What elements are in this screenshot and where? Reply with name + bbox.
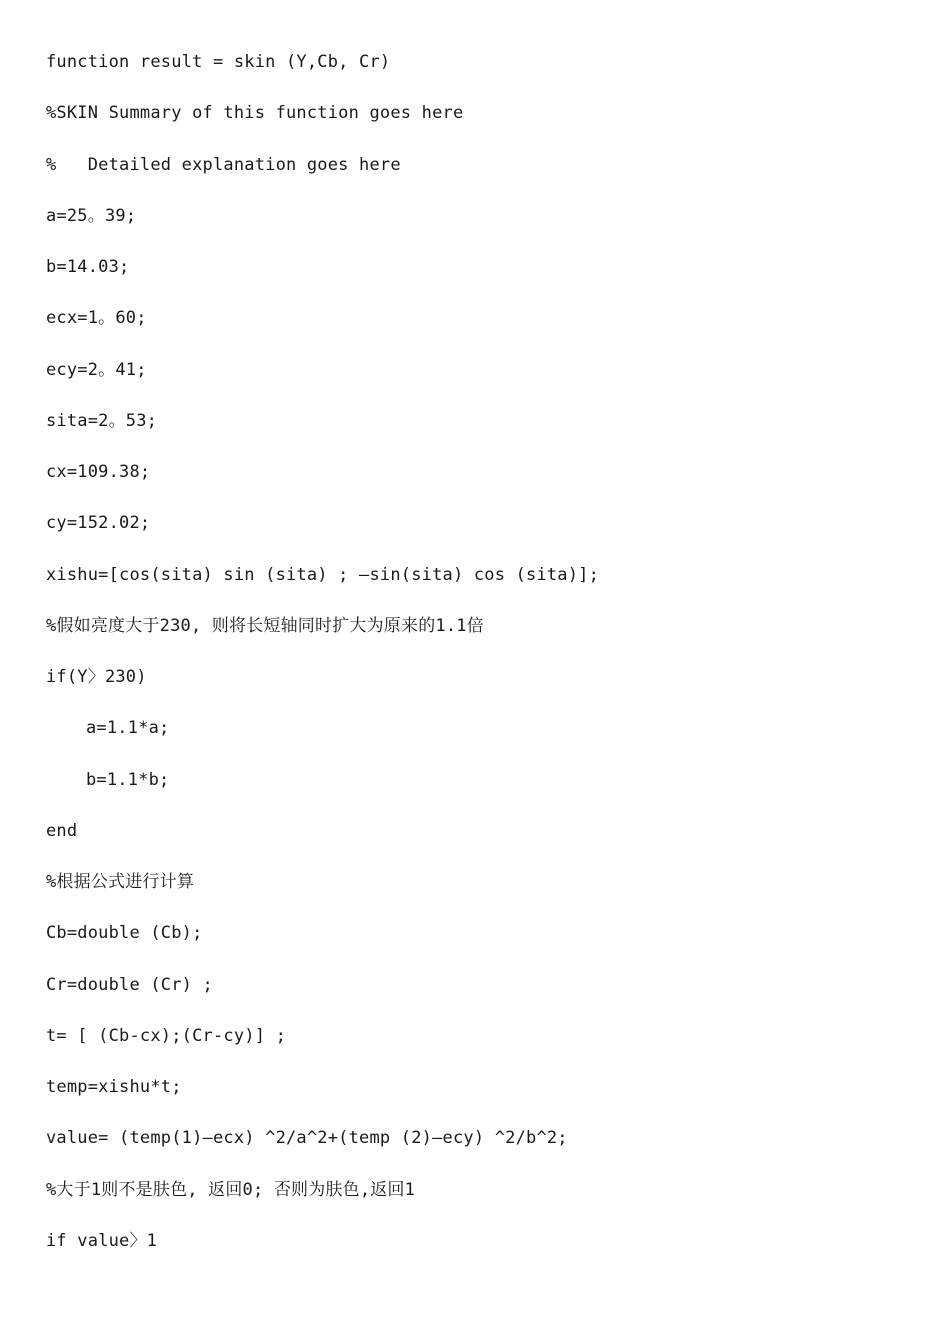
code-line-assign-sita: sita=2。53; (46, 411, 158, 431)
code-line-assign-b: b=14.03; (46, 257, 130, 277)
code-line-assign-cx: cx=109.38; (46, 462, 151, 482)
code-line-comment-result: %大于1则不是肤色, 返回0; 否则为肤色,返回1 (46, 1180, 416, 1200)
code-line-function-signature: function result = skin (Y,Cb, Cr) (46, 52, 391, 72)
code-line-assign-cy: cy=152.02; (46, 513, 151, 533)
code-line-if-value: if value〉1 (46, 1231, 158, 1251)
code-line-assign-xishu: xishu=[cos(sita) sin (sita) ; —sin(sita) cos (sita)]; (46, 565, 600, 585)
code-line-assign-t: t= [ (Cb-cx);(Cr-cy)] ; (46, 1026, 287, 1046)
code-line-comment-formula: %根据公式进行计算 (46, 872, 195, 892)
code-line-end: end (46, 821, 78, 841)
code-line-comment-explanation: % Detailed explanation goes here (46, 155, 401, 175)
code-line-if-brightness: if(Y〉230) (46, 667, 147, 687)
code-line-comment-summary: %SKIN Summary of this function goes here (46, 103, 464, 123)
code-line-scale-b: b=1.1*b; (86, 770, 170, 790)
code-line-scale-a: a=1.1*a; (86, 718, 170, 738)
code-line-assign-value: value= (temp(1)—ecx) ^2/a^2+(temp (2)—ecy) ^2/b^2; (46, 1128, 568, 1148)
code-line-assign-a: a=25。39; (46, 206, 137, 226)
code-line-convert-cb: Cb=double (Cb); (46, 923, 203, 943)
code-line-assign-ecy: ecy=2。41; (46, 360, 147, 380)
code-line-assign-ecx: ecx=1。60; (46, 308, 147, 328)
code-line-convert-cr: Cr=double (Cr) ; (46, 975, 213, 995)
code-line-assign-temp: temp=xishu*t; (46, 1077, 182, 1097)
code-line-comment-brightness: %假如亮度大于230, 则将长短轴同时扩大为原来的1.1倍 (46, 616, 484, 636)
